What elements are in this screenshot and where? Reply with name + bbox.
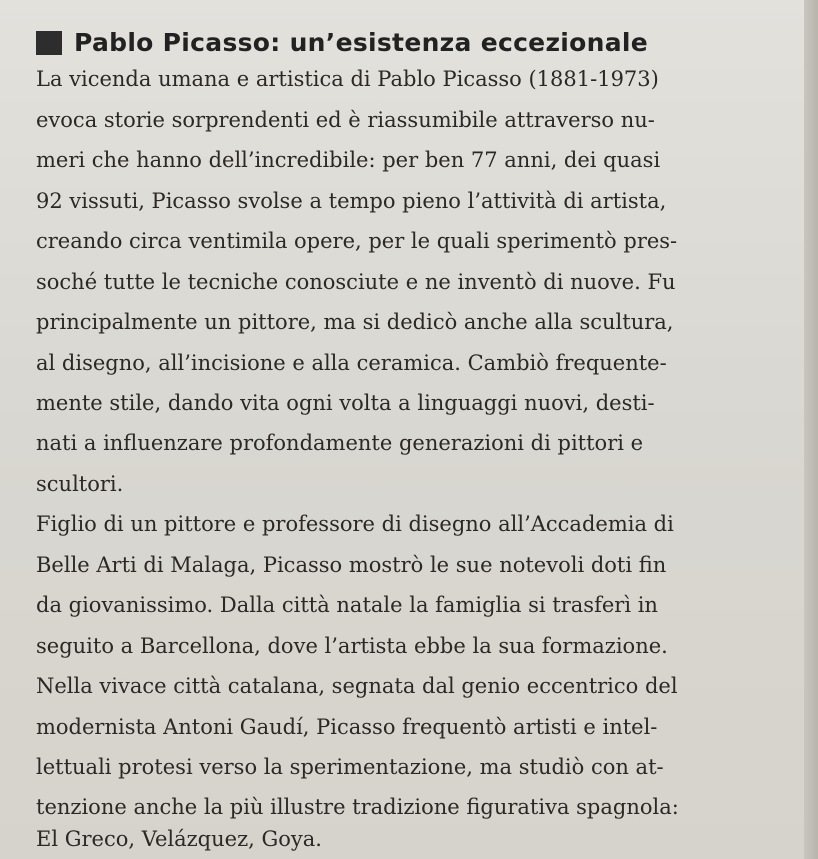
paragraph-2-line: da giovanissimo. Dalla città natale la famiglia si trasferì in — [36, 593, 658, 617]
paragraph-1-line: soché tutte le tecniche conosciute e ne inventò di nuove. Fu — [36, 270, 676, 294]
paragraph-2-line: seguito a Barcellona, dove l’artista ebbe la sua formazione. — [36, 634, 668, 658]
paragraph-1-line: meri che hanno dell’incredibile: per ben 77 anni, dei quasi — [36, 148, 661, 172]
paragraph-1-line: al disegno, all’incisione e alla ceramica. Cambiò frequente- — [36, 351, 667, 375]
paragraph-2-line: Belle Arti di Malaga, Picasso mostrò le sue notevoli doti fin — [36, 553, 667, 577]
paragraph-1-line: evoca storie sorprendenti ed è riassumibile attraverso nu- — [36, 108, 655, 132]
paragraph-1-line: mente stile, dando vita ogni volta a linguaggi nuovi, desti- — [36, 391, 655, 415]
paragraph-2-line: El Greco, Velázquez, Goya. — [36, 827, 322, 851]
paragraph-2-line: Figlio di un pittore e professore di disegno all’Accademia di — [36, 512, 674, 536]
page-title: Pablo Picasso: un’esistenza eccezionale — [74, 28, 649, 57]
paragraph-1-line: La vicenda umana e artistica di Pablo Picasso (1881-1973) — [36, 67, 659, 91]
paragraph-2-line: modernista Antoni Gaudí, Picasso frequentò artisti e intel- — [36, 715, 658, 739]
paragraph-1-line: nati a influenzare profondamente generazioni di pittori e — [36, 431, 644, 455]
paragraph-1-line: 92 vissuti, Picasso svolse a tempo pieno l’attività di artista, — [36, 189, 667, 213]
page-edge — [804, 0, 818, 859]
section-heading — [36, 28, 648, 57]
paragraph-1-line: scultori. — [36, 472, 124, 496]
paragraph-1-line: principalmente un pittore, ma si dedicò anche alla scultura, — [36, 310, 674, 334]
paragraph-2-line: tenzione anche la più illustre tradizione figurativa spagnola: — [36, 795, 679, 819]
paragraph-2-line: lettuali protesi verso la sperimentazione, ma studiò con at- — [36, 755, 664, 779]
paragraph-2-line: Nella vivace città catalana, segnata dal genio eccentrico del — [36, 674, 678, 698]
paragraph-1-line: creando circa ventimila opere, per le quali sperimentò pres- — [36, 229, 678, 253]
heading-square-bullet — [36, 31, 62, 55]
